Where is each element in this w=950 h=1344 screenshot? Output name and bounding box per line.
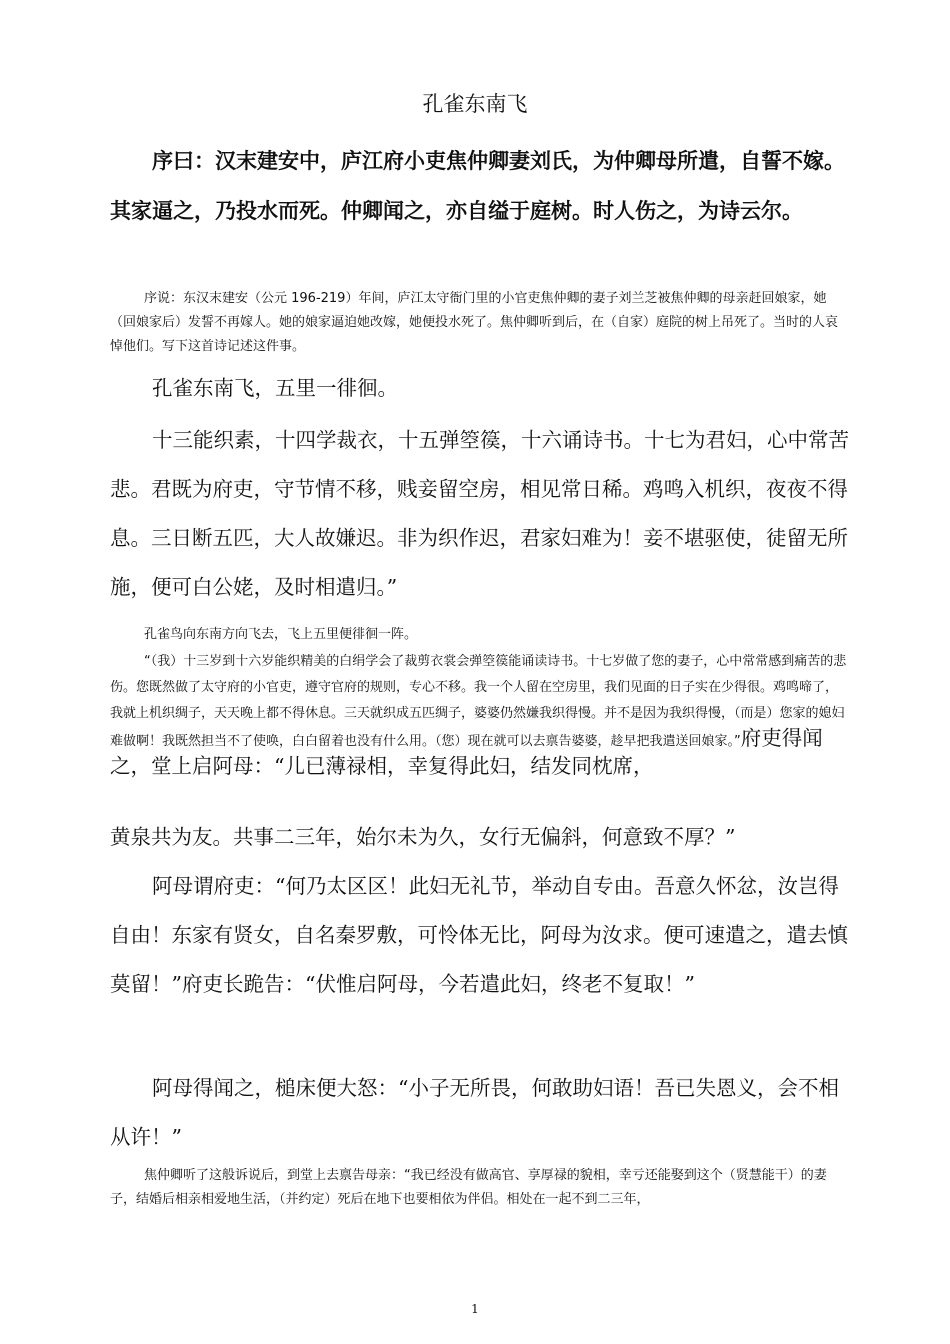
preface-translation: 序说：东汉末建安（公元 196-219）年间，庐江太守衙门里的小官吏焦仲卿的妻子刘兰芝被焦仲卿的母亲赶回娘家，她（回娘家后）发誓不再嫁人。她的娘家逼迫她改嫁，她便投水死了。焦仲卿听到后，在（自家）庭院的树上吊死了。当时的人哀悼他们。写下这首诗记述这件事。 <box>110 291 839 354</box>
translation-paragraph-2 <box>110 648 850 780</box>
verse-paragraph-3-start: 府吏得闻之，堂上启阿母：“儿已薄禄相，幸复得此妇，结发同枕席， <box>110 726 823 778</box>
preface-paragraph: 序曰：汉末建安中，庐江府小吏焦仲卿妻刘氏，为仲卿母所遣，自誓不嫁。其家逼之，乃投水而死。仲卿闻之，亦自缢于庭树。时人伤之，为诗云尔。 <box>110 149 845 223</box>
verse-paragraph-5: 阿母得闻之，槌床便大怒：“小子无所畏，何敢助妇语！吾已失恩义，会不相从许！” <box>110 1076 839 1149</box>
verse-paragraph-1: 孔雀东南飞，五里一徘徊。 <box>152 376 398 400</box>
verse-paragraph-4: 阿母谓府吏：“何乃太区区！此妇无礼节，举动自专由。吾意久怀忿，汝岂得自由！东家有贤女，自名秦罗敷，可怜体无比，阿母为汝求。便可速遣之，遣去慎莫留！”府吏长跪告：“伏惟启阿母，今若遣此妇，终老不复取！” <box>110 874 848 996</box>
page-number: 1 <box>471 1302 479 1316</box>
translation-text-2: “（我）十三岁到十六岁能织精美的白绢学会了裁剪衣裳会弹箜篌能诵读诗书。十七岁做了您的妻子，心中常常感到痛苦的悲伤。您既然做了太守府的小官吏，遵守官府的规则，专心不移。我一个人留在空房里，我们见面的日子实在少得很。鸡鸣啼了，我就上机织绸子，天天晚上都不得休息。三天就织成五匹绸子，婆婆仍然嫌我织得慢。并不是因为我织得慢，（而是）您家的媳妇难做啊！我既然担当不了使唤，白白留着也没有什么用。（您）现在就可以去禀告婆婆，趁早把我遣送回娘家。” <box>110 654 847 749</box>
translation-paragraph-3: 焦仲卿听了这般诉说后，到堂上去禀告母亲：“我已经没有做高官、享厚禄的貌相，幸亏还能娶到这个（贤慧能干）的妻子，结婚后相亲相爱地生活，（并约定）死后在地下也要相依为伴侣。相处在一起不到二三年， <box>110 1168 827 1207</box>
verse-paragraph-2: 十三能织素，十四学裁衣，十五弹箜篌，十六诵诗书。十七为君妇，心中常苦悲。君既为府吏，守节情不移，贱妾留空房，相见常日稀。鸡鸣入机织，夜夜不得息。三日断五匹，大人故嫌迟。非为织作迟，君家妇难为！妾不堪驱使，徒留无所施，便可白公姥，及时相遣归。” <box>110 428 849 599</box>
translation-line-1: 孔雀鸟向东南方向飞去，飞上五里便徘徊一阵。 <box>144 627 418 642</box>
verse-paragraph-3-end: 黄泉共为友。共事二三年，始尔未为久，女行无偏斜，何意致不厚？” <box>110 825 736 849</box>
document-title: 孔雀东南飞 <box>422 92 528 116</box>
